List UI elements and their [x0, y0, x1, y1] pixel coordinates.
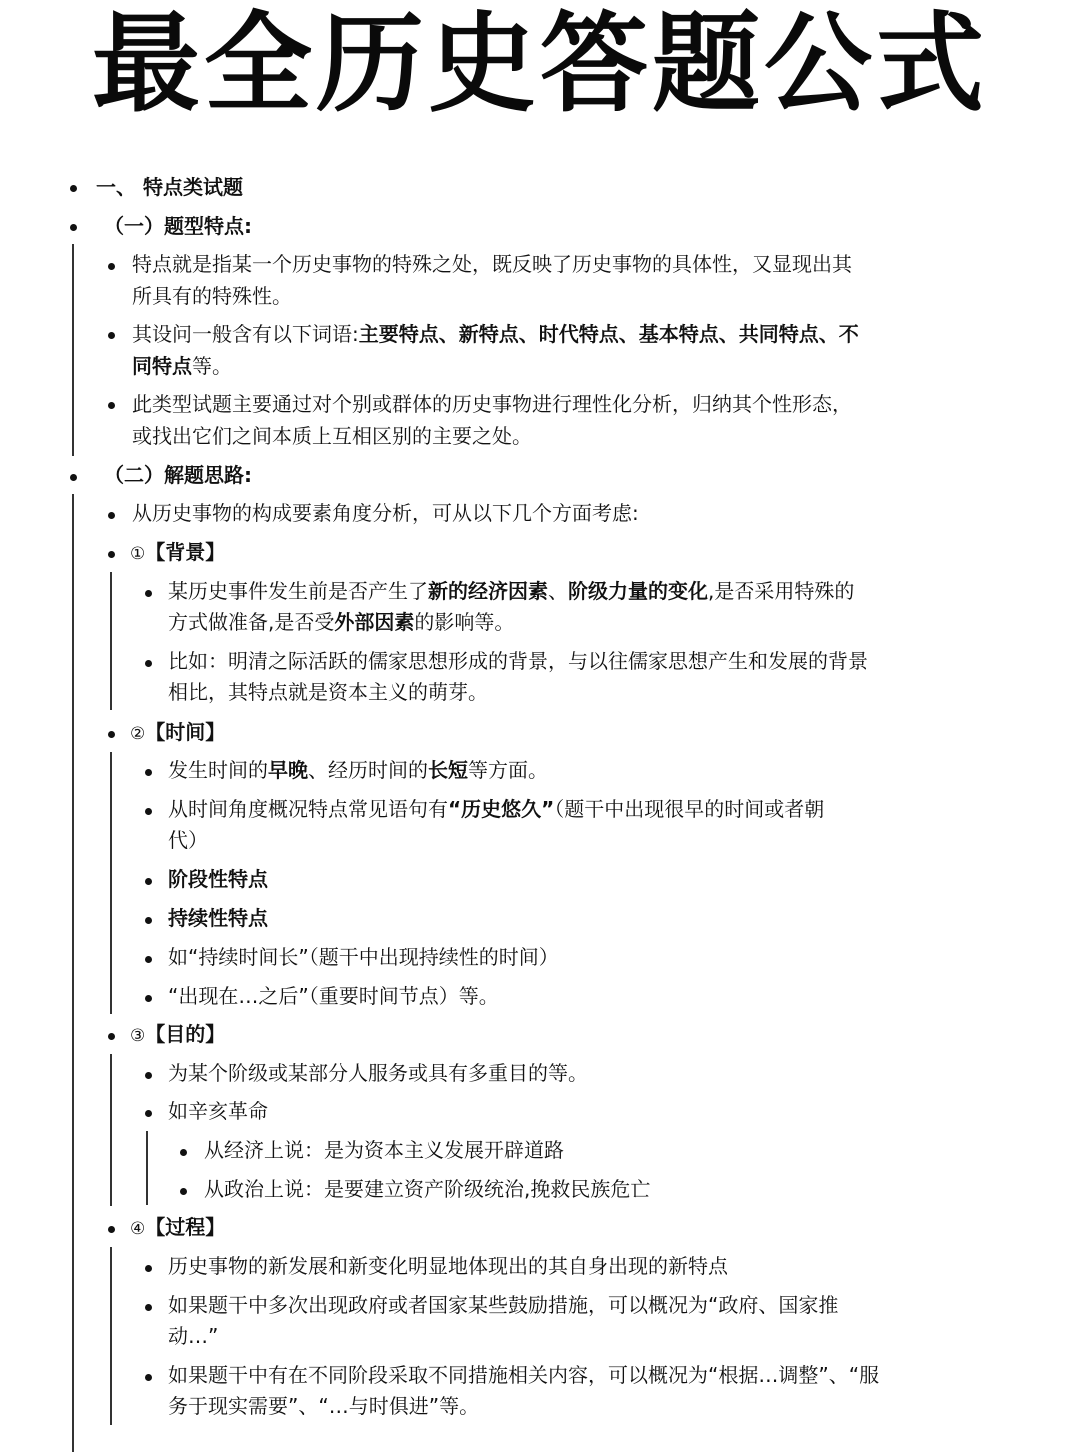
- text: 等方面。: [468, 758, 548, 782]
- bullet: [108, 731, 115, 738]
- emphasis: 外部因素: [334, 610, 415, 634]
- topic-heading-background: [130, 537, 225, 570]
- bullet: [145, 995, 152, 1002]
- indent-line: [110, 752, 112, 1014]
- text: 方式做准备,是否受: [168, 610, 335, 634]
- topic-label: 【时间】: [145, 720, 226, 744]
- list-item-cont: 代）: [168, 828, 208, 852]
- topic-label: 【目的】: [145, 1022, 226, 1046]
- list-item: 持续性特点: [168, 906, 268, 930]
- bullet: [180, 1149, 187, 1156]
- list-item-cont: 或找出它们之间本质上互相区别的主要之处。: [132, 424, 532, 448]
- bullet: [108, 263, 115, 270]
- topic-heading-purpose: [130, 1019, 225, 1052]
- bullet: [145, 917, 152, 924]
- bullet: [145, 769, 152, 776]
- bullet: [108, 1226, 115, 1233]
- bullet: [108, 512, 115, 519]
- indent-line: [110, 572, 112, 710]
- list-item: 如“持续时间长”（题干中出现持续性的时间）: [168, 945, 559, 969]
- bullet: [145, 1265, 152, 1272]
- emphasis: “历史悠久”: [448, 797, 555, 821]
- list-item: 如果题干中有在不同阶段采取不同措施相关内容，可以概况为“根据…调整”、“服: [168, 1363, 880, 1387]
- topic-label: 【过程】: [145, 1215, 226, 1239]
- bullet: [145, 808, 152, 815]
- list-item-cont: 相比，其特点就是资本主义的萌芽。: [168, 680, 488, 704]
- topic-heading-time: [130, 717, 225, 750]
- section-heading: 一、 特点类试题: [96, 175, 243, 199]
- bullet: [145, 1072, 152, 1079]
- list-item: 从历史事物的构成要素角度分析，可从以下几个方面考虑:: [132, 501, 639, 525]
- text: 、: [548, 579, 568, 603]
- bullet: [145, 1374, 152, 1381]
- list-item: 比如：明清之际活跃的儒家思想形成的背景，与以往儒家思想产生和发展的背景: [168, 649, 868, 673]
- bullet: [70, 185, 77, 192]
- circled-number: ①: [130, 544, 146, 564]
- circled-number: ④: [130, 1219, 146, 1239]
- list-item: 此类型试题主要通过对个别或群体的历史事物进行理性化分析，归纳其个性形态，: [132, 392, 852, 416]
- list-item: 历史事物的新发展和新变化明显地体现出的其自身出现的新特点: [168, 1254, 728, 1278]
- emphasis: 长短: [428, 758, 468, 782]
- list-item: 从政治上说：是要建立资产阶级统治,挽救民族危亡: [204, 1177, 651, 1201]
- indent-line: [72, 244, 74, 456]
- page-title: 最全历史答题公式: [91, 2, 988, 127]
- bullet: [108, 1033, 115, 1040]
- circled-number: ③: [130, 1026, 146, 1046]
- list-item: 如果题干中多次出现政府或者国家某些鼓励措施，可以概况为“政府、国家推: [168, 1293, 839, 1317]
- bullet: [70, 474, 77, 481]
- indent-line: [110, 1054, 112, 1206]
- emphasis: 阶级力量的变化: [568, 579, 708, 603]
- bullet: [70, 224, 77, 231]
- bullet: [145, 956, 152, 963]
- bullet: [108, 402, 115, 409]
- bullet: [108, 551, 115, 558]
- list-item: 特点就是指某一个历史事物的特殊之处，既反映了历史事物的具体性，又显现出其: [132, 252, 852, 276]
- list-item: [168, 755, 548, 786]
- topic-label: 【背景】: [145, 540, 226, 564]
- text: ,是否采用特殊的: [708, 579, 855, 603]
- emphasis: 主要特点、新特点、时代特点、基本特点、共同特点、不: [358, 322, 859, 346]
- circled-number: ②: [130, 724, 146, 744]
- bullet: [180, 1188, 187, 1195]
- emphasis: 同特点: [132, 354, 192, 378]
- list-item-cont: 所具有的特殊性。: [132, 284, 292, 308]
- list-item: 如辛亥革命: [168, 1099, 268, 1123]
- list-item: 阶段性特点: [168, 867, 268, 891]
- text: 、经历时间的: [308, 758, 428, 782]
- list-item: [168, 576, 854, 607]
- bullet: [108, 332, 115, 339]
- emphasis: 新的经济因素: [428, 579, 548, 603]
- text: 某历史事件发生前是否产生了: [168, 579, 428, 603]
- subsection-heading: （一）题型特点:: [104, 214, 252, 238]
- subsection-heading: （二）解题思路:: [104, 463, 252, 487]
- text: 等。: [192, 354, 232, 378]
- text: 的影响等。: [414, 610, 515, 634]
- text: 其设问一般含有以下词语:: [132, 322, 359, 346]
- text: 发生时间的: [168, 758, 268, 782]
- list-item: [168, 794, 824, 825]
- list-item-cont: [132, 351, 232, 382]
- topic-heading-process: [130, 1212, 225, 1245]
- list-item: [132, 319, 859, 350]
- bullet: [145, 1110, 152, 1117]
- bullet: [145, 878, 152, 885]
- emphasis: 早晚: [268, 758, 308, 782]
- text: （题干中出现很早的时间或者朝: [554, 797, 825, 821]
- bullet: [145, 1304, 152, 1311]
- list-item: 从经济上说：是为资本主义发展开辟道路: [204, 1138, 564, 1162]
- list-item: 为某个阶级或某部分人服务或具有多重目的等。: [168, 1061, 588, 1085]
- list-item: “出现在…之后”（重要时间节点）等。: [168, 984, 499, 1008]
- indent-line: [110, 1247, 112, 1425]
- list-item-cont: 务于现实需要”、“…与时俱进”等。: [168, 1394, 480, 1418]
- bullet: [145, 590, 152, 597]
- indent-line: [72, 494, 74, 1452]
- list-item-cont: 动…”: [168, 1324, 219, 1348]
- indent-line: [146, 1131, 148, 1205]
- bullet: [145, 660, 152, 667]
- list-item-cont: [168, 607, 514, 638]
- text: 从时间角度概况特点常见语句有: [168, 797, 448, 821]
